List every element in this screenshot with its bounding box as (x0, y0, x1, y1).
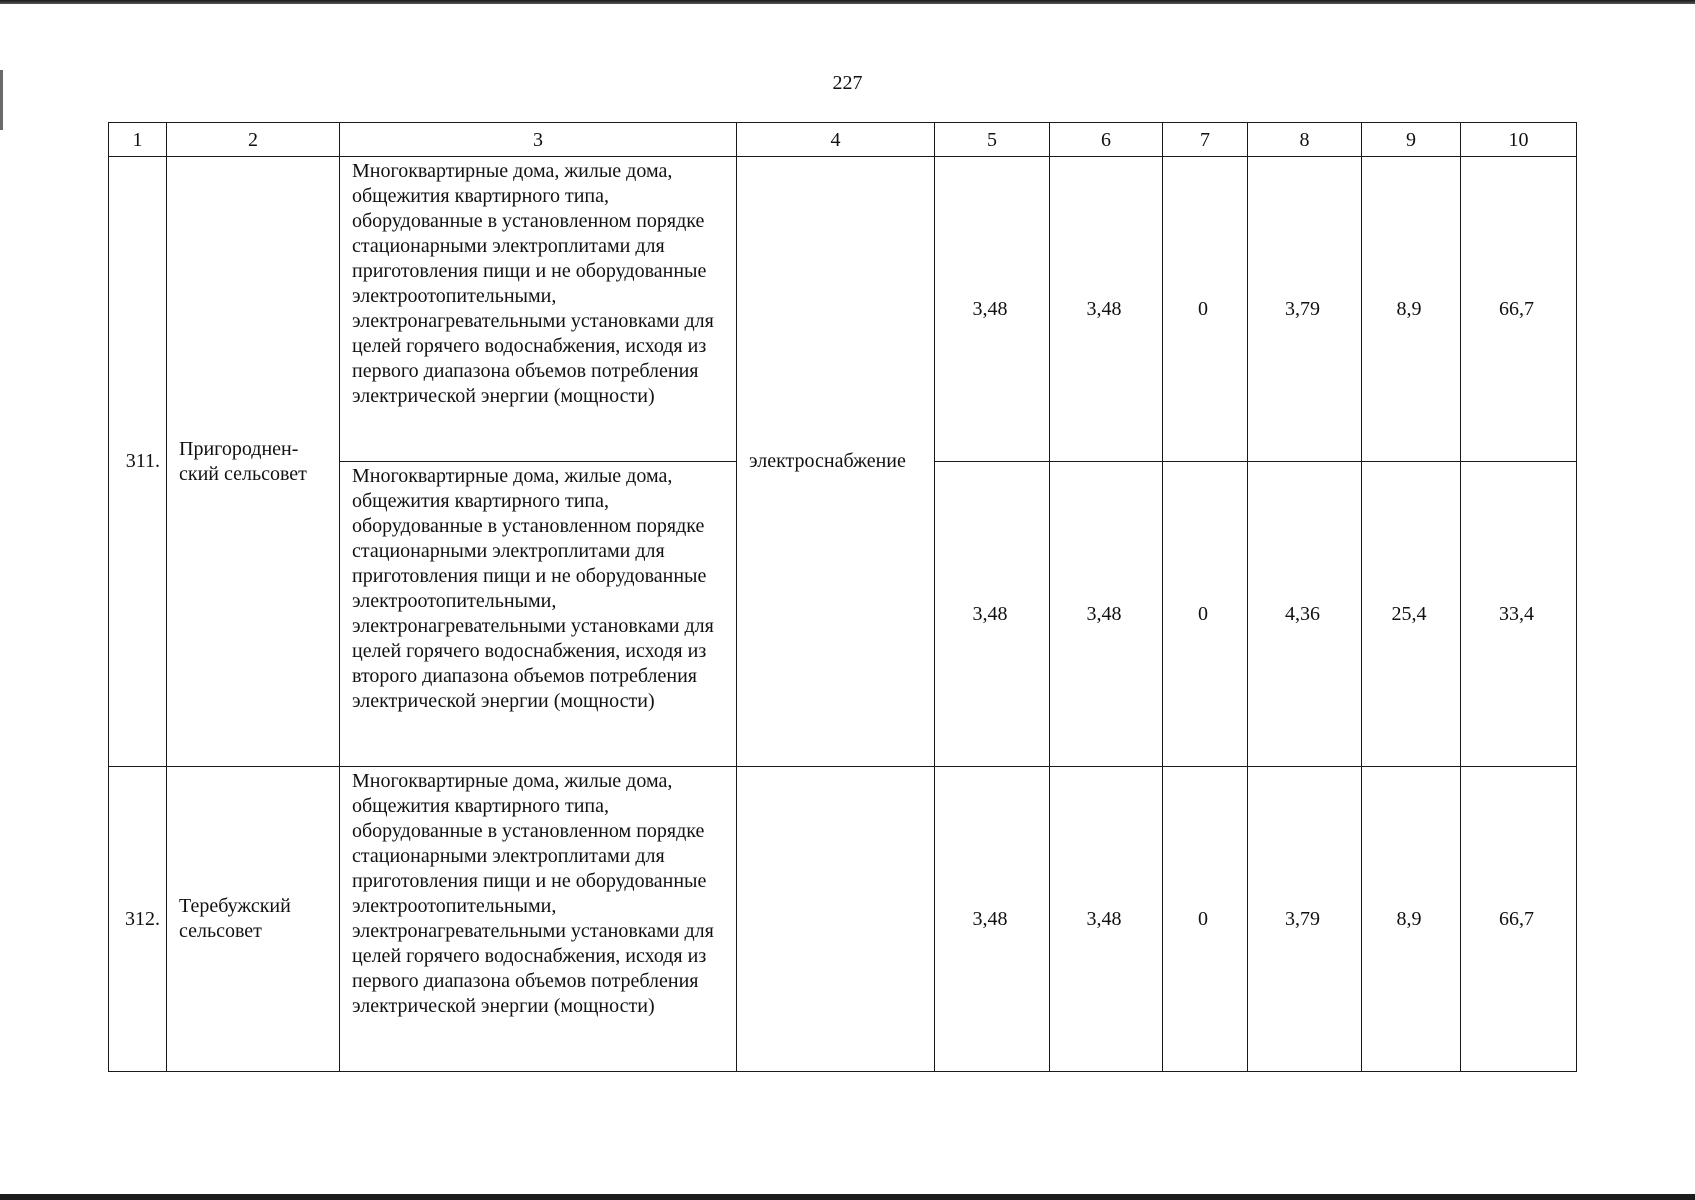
value-col-8: 3,79 (1248, 157, 1362, 462)
scan-edge-bottom (0, 1194, 1695, 1200)
value-col-10: 33,4 (1461, 462, 1577, 767)
header-cell-8: 8 (1248, 123, 1362, 157)
value-col-6: 3,48 (1050, 462, 1163, 767)
value-col-5: 3,48 (935, 157, 1050, 462)
value-col-8: 3,79 (1248, 767, 1362, 1072)
value-col-9: 25,4 (1362, 462, 1461, 767)
value-col-5: 3,48 (935, 767, 1050, 1072)
entry-index: 311. (109, 157, 167, 767)
entry-description: Многоквартирные дома, жилые дома, общежития квартирного типа, оборудованные в установленном порядке стационарными электроплитами для приготовления пищи и не оборудованные электроотопительными, электронагревательными установками для целей горячего водоснабжения, исходя из второго диапазона объемов потребления электрической энергии (мощности) (340, 462, 737, 767)
value-col-10: 66,7 (1461, 157, 1577, 462)
header-cell-5: 5 (935, 123, 1050, 157)
header-cell-3: 3 (340, 123, 737, 157)
value-col-6: 3,48 (1050, 157, 1163, 462)
table-row (109, 157, 1577, 462)
scan-edge-top (0, 0, 1695, 4)
entry-service: электроснабжение (737, 157, 935, 767)
value-col-5: 3,48 (935, 462, 1050, 767)
value-col-8: 4,36 (1248, 462, 1362, 767)
value-col-10: 66,7 (1461, 767, 1577, 1072)
table-row (109, 767, 1577, 1072)
entry-description: Многоквартирные дома, жилые дома, общежития квартирного типа, оборудованные в установленном порядке стационарными электроплитами для приготовления пищи и не оборудованные электроотопительными, электронагревательными установками для целей горячего водоснабжения, исходя из первого диапазона объемов потребления электрической энергии (мощности) (340, 157, 737, 462)
entry-service (737, 767, 935, 1072)
value-col-9: 8,9 (1362, 157, 1461, 462)
value-col-7: 0 (1163, 767, 1248, 1072)
value-col-7: 0 (1163, 462, 1248, 767)
header-cell-9: 9 (1362, 123, 1461, 157)
entry-index: 312. (109, 767, 167, 1072)
header-cell-6: 6 (1050, 123, 1163, 157)
entry-name: Пригороднен-ский сельсовет (167, 157, 340, 767)
value-col-6: 3,48 (1050, 767, 1163, 1072)
value-col-7: 0 (1163, 157, 1248, 462)
header-cell-7: 7 (1163, 123, 1248, 157)
entry-name: Теребужский сельсовет (167, 767, 340, 1072)
tariff-table (108, 122, 1577, 1072)
page-number: 227 (832, 72, 863, 94)
header-cell-2: 2 (167, 123, 340, 157)
entry-description: Многоквартирные дома, жилые дома, общежития квартирного типа, оборудованные в установленном порядке стационарными электроплитами для приготовления пищи и не оборудованные электроотопительными, электронагревательными установками для целей горячего водоснабжения, исходя из первого диапазона объемов потребления электрической энергии (мощности) (340, 767, 737, 1072)
header-cell-1: 1 (109, 123, 167, 157)
value-col-9: 8,9 (1362, 767, 1461, 1072)
header-row (109, 123, 1577, 157)
header-cell-4: 4 (737, 123, 935, 157)
header-cell-10: 10 (1461, 123, 1577, 157)
